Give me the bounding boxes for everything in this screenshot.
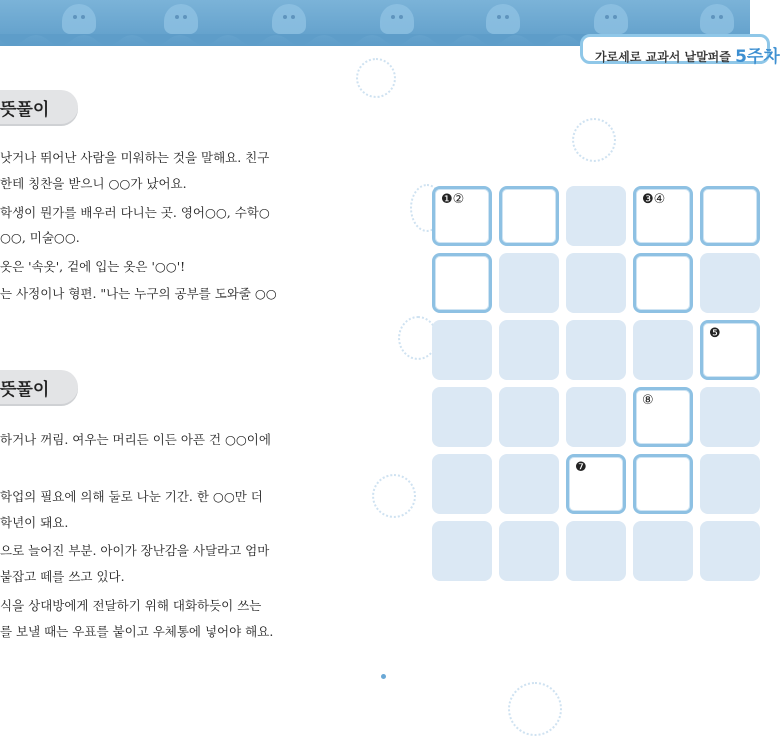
section-title-text: 뜻풀이 — [0, 380, 50, 400]
clue-line: 으로 늘어진 부분. 아이가 장난감을 사달라고 엄마 — [0, 543, 270, 558]
ghost-icon — [486, 4, 520, 34]
puzzle-cell-active[interactable] — [499, 186, 559, 246]
puzzle-cell-empty — [566, 186, 626, 246]
clue-line: 는 사정이나 형편. "나는 누구의 공부를 도와줄 ○○ — [0, 286, 277, 301]
puzzle-cell-active[interactable] — [432, 253, 492, 313]
swirl-decoration — [572, 118, 616, 162]
swirl-decoration — [372, 474, 416, 518]
clue-line: ○○, 미술○○. — [0, 230, 80, 245]
clue-line: 옷은 '속옷', 겉에 입는 옷은 '○○'! — [0, 259, 186, 274]
ghost-icon — [700, 4, 734, 34]
puzzle-cell-active[interactable] — [700, 186, 760, 246]
puzzle-cell-empty — [566, 320, 626, 380]
puzzle-cell-empty — [432, 387, 492, 447]
section-title-2 — [0, 370, 78, 404]
puzzle-cell-active[interactable] — [633, 186, 693, 246]
page-dot — [381, 674, 386, 679]
clue-line: 하거나 꺼림. 여우는 머리든 이든 아픈 건 ○○이에 — [0, 432, 271, 447]
ghost-icon — [164, 4, 198, 34]
puzzle-cell-empty — [700, 387, 760, 447]
ghost-icon — [272, 4, 306, 34]
clue-line: 한테 칭찬을 받으니 ○○가 났어요. — [0, 176, 187, 191]
clue-number: ⑧ — [642, 393, 654, 408]
clue-line: 식을 상대방에게 전달하기 위해 대화하듯이 쓰는 — [0, 598, 262, 613]
week-tab-label: 가로세로 교과서 낱말퍼즐 — [595, 50, 731, 64]
puzzle-cell-empty — [499, 387, 559, 447]
puzzle-cell-empty — [432, 521, 492, 581]
clue-number: ❺ — [709, 326, 721, 341]
clue-number: ❶② — [441, 192, 465, 207]
clue-number: ❸④ — [642, 192, 666, 207]
clue-line: 를 보낼 때는 우표를 붙이고 우체통에 넣어야 해요. — [0, 624, 274, 639]
clue-line: 붙잡고 떼를 쓰고 있다. — [0, 569, 125, 584]
section-title-1 — [0, 90, 78, 124]
swirl-decoration — [508, 682, 562, 736]
puzzle-cell-active[interactable] — [566, 454, 626, 514]
section-title-text: 뜻풀이 — [0, 100, 50, 120]
puzzle-cell-empty — [499, 253, 559, 313]
swirl-decoration — [356, 58, 396, 98]
week-tab-week: 5주차 — [735, 47, 780, 67]
puzzle-cell-empty — [566, 387, 626, 447]
puzzle-cell-active[interactable] — [633, 253, 693, 313]
puzzle-cell-empty — [499, 320, 559, 380]
puzzle-cell-active[interactable] — [700, 320, 760, 380]
puzzle-cell-active[interactable] — [633, 454, 693, 514]
ghost-icon — [594, 4, 628, 34]
puzzle-cell-empty — [700, 253, 760, 313]
clue-line: 낫거나 뛰어난 사람을 미워하는 것을 말해요. 친구 — [0, 150, 270, 165]
clue-line: 학년이 돼요. — [0, 515, 69, 530]
puzzle-cell-empty — [566, 521, 626, 581]
clue-line: 학생이 뭔가를 배우러 다니는 곳. 영어○○, 수학○ — [0, 205, 270, 220]
puzzle-cell-active[interactable] — [432, 186, 492, 246]
puzzle-cell-empty — [700, 454, 760, 514]
ghost-icon — [62, 4, 96, 34]
puzzle-cell-empty — [432, 320, 492, 380]
puzzle-cell-empty — [566, 253, 626, 313]
puzzle-cell-empty — [499, 521, 559, 581]
clue-number: ❼ — [575, 460, 587, 475]
week-tab — [580, 34, 780, 67]
puzzle-cell-empty — [432, 454, 492, 514]
clue-line: 학업의 필요에 의해 둘로 나눈 기간. 한 ○○만 더 — [0, 489, 263, 504]
ghost-icon — [380, 4, 414, 34]
puzzle-cell-empty — [633, 521, 693, 581]
puzzle-cell-empty — [499, 454, 559, 514]
puzzle-cell-empty — [700, 521, 760, 581]
puzzle-cell-active[interactable] — [633, 387, 693, 447]
puzzle-cell-empty — [633, 320, 693, 380]
